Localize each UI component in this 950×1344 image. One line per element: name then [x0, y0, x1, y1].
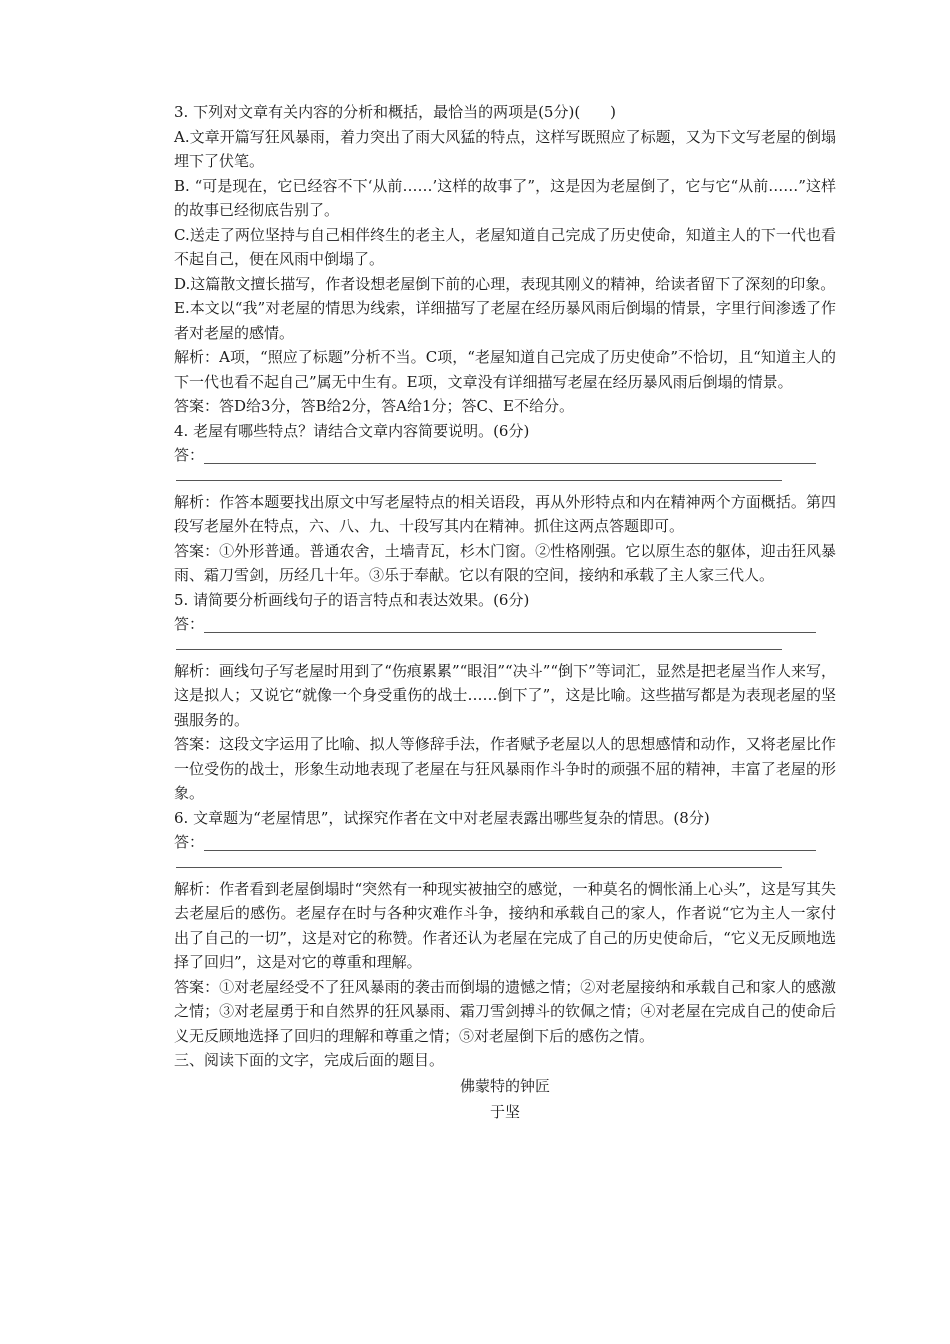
answer-line	[174, 612, 836, 637]
answer-rule	[204, 463, 816, 464]
answer-rule-2	[176, 649, 782, 650]
question-4-analysis: 解析：作答本题要找出原文中写老屋特点的相关语段，再从外形特点和内在精神两个方面概括。第四段写老屋外在特点，六、八、九、十段写其内在精神。抓住这两点答题即可。	[174, 492, 836, 535]
question-4-stem: 4. 老屋有哪些特点？请结合文章内容简要说明。(6分)	[174, 421, 530, 440]
article-title: 佛蒙特的钟匠	[459, 1076, 550, 1095]
answer-rule	[204, 850, 816, 851]
answer-label: 答：	[174, 446, 205, 464]
document-page	[174, 100, 836, 1125]
question-3-analysis: 解析：A项，“照应了标题”分析不当。C项，“老屋知道自己完成了历史使命”不恰切，且“知道主人的下一代也看不起自己”属无中生有。E项，文章没有详细描写老屋在经历暴风雨后倒塌的情景。	[174, 348, 836, 391]
answer-line	[174, 830, 836, 855]
answer-line-2	[174, 468, 836, 490]
question-5-answer: 答案：这段文字运用了比喻、拟人等修辞手法，作者赋予老屋以人的思想感情和动作，又将老屋比作一位受伤的战士，形象生动地表现了老屋在与狂风暴雨作斗争时的顽强不屈的精神，丰富了老屋的形象。	[174, 735, 836, 802]
answer-rule	[204, 632, 816, 633]
question-6-analysis: 解析：作者看到老屋倒塌时“突然有一种现实被抽空的感觉，一种莫名的惆怅涌上心头”，这是写其失去老屋后的感伤。老屋存在时与各种灾难作斗争，接纳和承载自己的家人，作者说“它为主人一家付出了自己的一切”，这是对它的称赞。作者还认为老屋在完成了自己的历史使命后，“它义无反顾地选择了回归”，这是对它的尊重和理解。	[174, 879, 836, 971]
option-a: A.文章开篇写狂风暴雨，着力突出了雨大风猛的特点，这样写既照应了标题，又为下文写老屋的倒塌埋下了伏笔。	[174, 127, 836, 170]
answer-label: 答：	[174, 833, 205, 851]
question-4-answer: 答案：①外形普通。普通农舍，土墙青瓦，杉木门窗。②性格刚强。它以原生态的躯体，迎击狂风暴雨、霜刀雪剑，历经几十年。③乐于奉献。它以有限的空间，接纳和承载了主人家三代人。	[174, 541, 836, 584]
option-d: D.这篇散文擅长描写，作者设想老屋倒下前的心理，表现其刚义的精神，给读者留下了深刻的印象。	[174, 274, 836, 293]
option-b: B. “可是现在，它已经容不下‘从前……’这样的故事了”，这是因为老屋倒了，它与它“从前……”这样的故事已经彻底告别了。	[174, 176, 836, 219]
answer-rule-2	[176, 480, 782, 481]
question-6-stem: 6. 文章题为“老屋情思”，试探究作者在文中对老屋表露出哪些复杂的情思。(8分)	[174, 808, 710, 827]
question-5-analysis: 解析：画线句子写老屋时用到了“伤痕累累”“眼泪”“决斗”“倒下”等词汇，显然是把老屋当作人来写，这是拟人；又说它“就像一个身受重伤的战士……倒下了”，这是比喻。这些描写都是为表现老屋的坚强服务的。	[174, 661, 836, 729]
article-author: 于坚	[489, 1102, 520, 1121]
option-c: C.送走了两位坚持与自己相伴终生的老主人，老屋知道自己完成了历史使命，知道主人的下一代也看不起自己，便在风雨中倒塌了。	[174, 225, 836, 268]
question-3-answer: 答案：答D给3分，答B给2分，答A给1分；答C、E不给分。	[174, 397, 574, 415]
question-3-stem: 3. 下列对文章有关内容的分析和概括，最恰当的两项是(5分)( )	[174, 103, 617, 121]
section-3-heading: 三、阅读下面的文字，完成后面的题目。	[174, 1051, 445, 1069]
answer-line	[174, 443, 836, 468]
option-e: E.本文以“我”对老屋的情思为线索，详细描写了老屋在经历暴风雨后倒塌的情景，字里行间渗透了作者对老屋的感情。	[174, 299, 836, 342]
answer-line-2	[174, 637, 836, 659]
question-6-answer: 答案：①对老屋经受不了狂风暴雨的袭击而倒塌的遗憾之情；②对老屋接纳和承载自己和家人的感激之情；③对老屋勇于和自然界的狂风暴雨、霜刀雪剑搏斗的钦佩之情；④对老屋在完成自己的使命后义无反顾地选择了回归的理解和尊重之情；⑤对老屋倒下后的感伤之情。	[174, 977, 836, 1045]
answer-rule-2	[176, 867, 782, 868]
answer-line-2	[174, 855, 836, 877]
answer-label: 答：	[174, 615, 205, 633]
question-5-stem: 5. 请简要分析画线句子的语言特点和表达效果。(6分)	[174, 590, 530, 609]
